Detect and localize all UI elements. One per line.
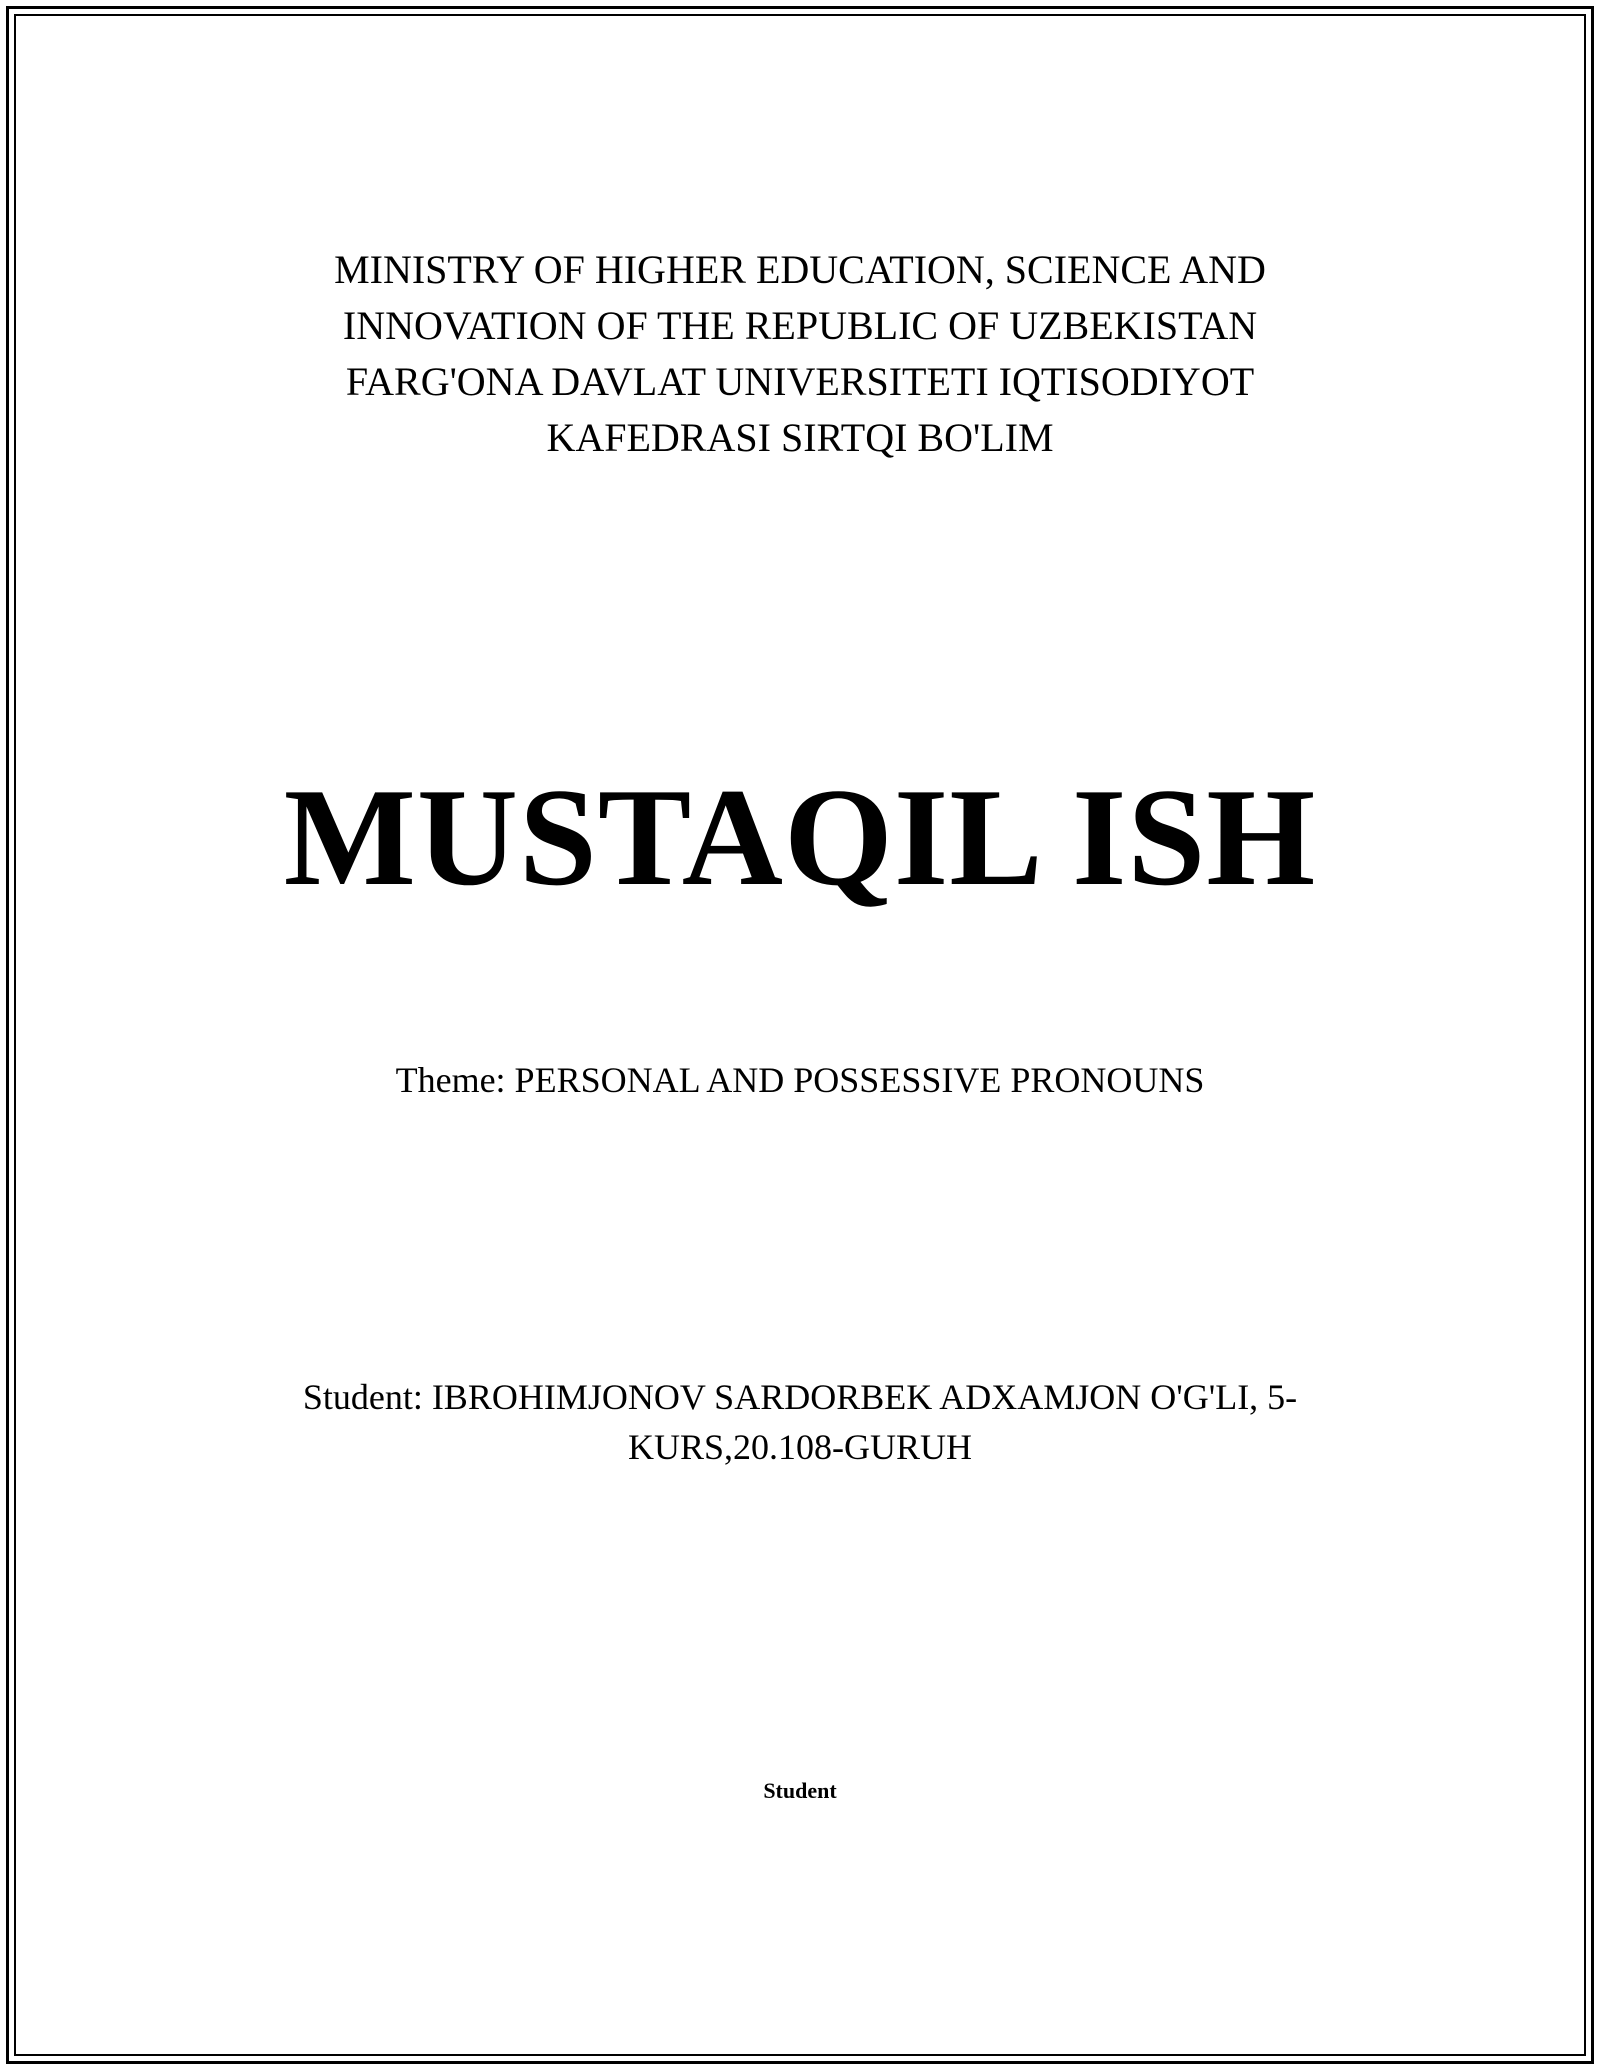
student-info-line: KURS,20.108-GURUH xyxy=(627,1427,973,1467)
theme-line: Theme: PERSONAL AND POSSESSIVE PRONOUNS xyxy=(395,1060,1205,1100)
institution-line: INNOVATION OF THE REPUBLIC OF UZBEKISTAN xyxy=(342,303,1258,348)
document-title: MUSTAQIL ISH xyxy=(283,760,1317,915)
institution-line: MINISTRY OF HIGHER EDUCATION, SCIENCE AND xyxy=(334,247,1266,292)
student-label: Student xyxy=(763,1778,837,1803)
institution-line: FARG'ONA DAVLAT UNIVERSITETI IQTISODIYOT xyxy=(345,359,1255,404)
institution-header xyxy=(200,242,1400,466)
student-info-line: Student: IBROHIMJONOV SARDORBEK ADXAMJON O'G'LI, 5- xyxy=(302,1377,1298,1417)
institution-line: KAFEDRASI SIRTQI BO'LIM xyxy=(546,415,1054,460)
student-info xyxy=(250,1372,1350,1472)
